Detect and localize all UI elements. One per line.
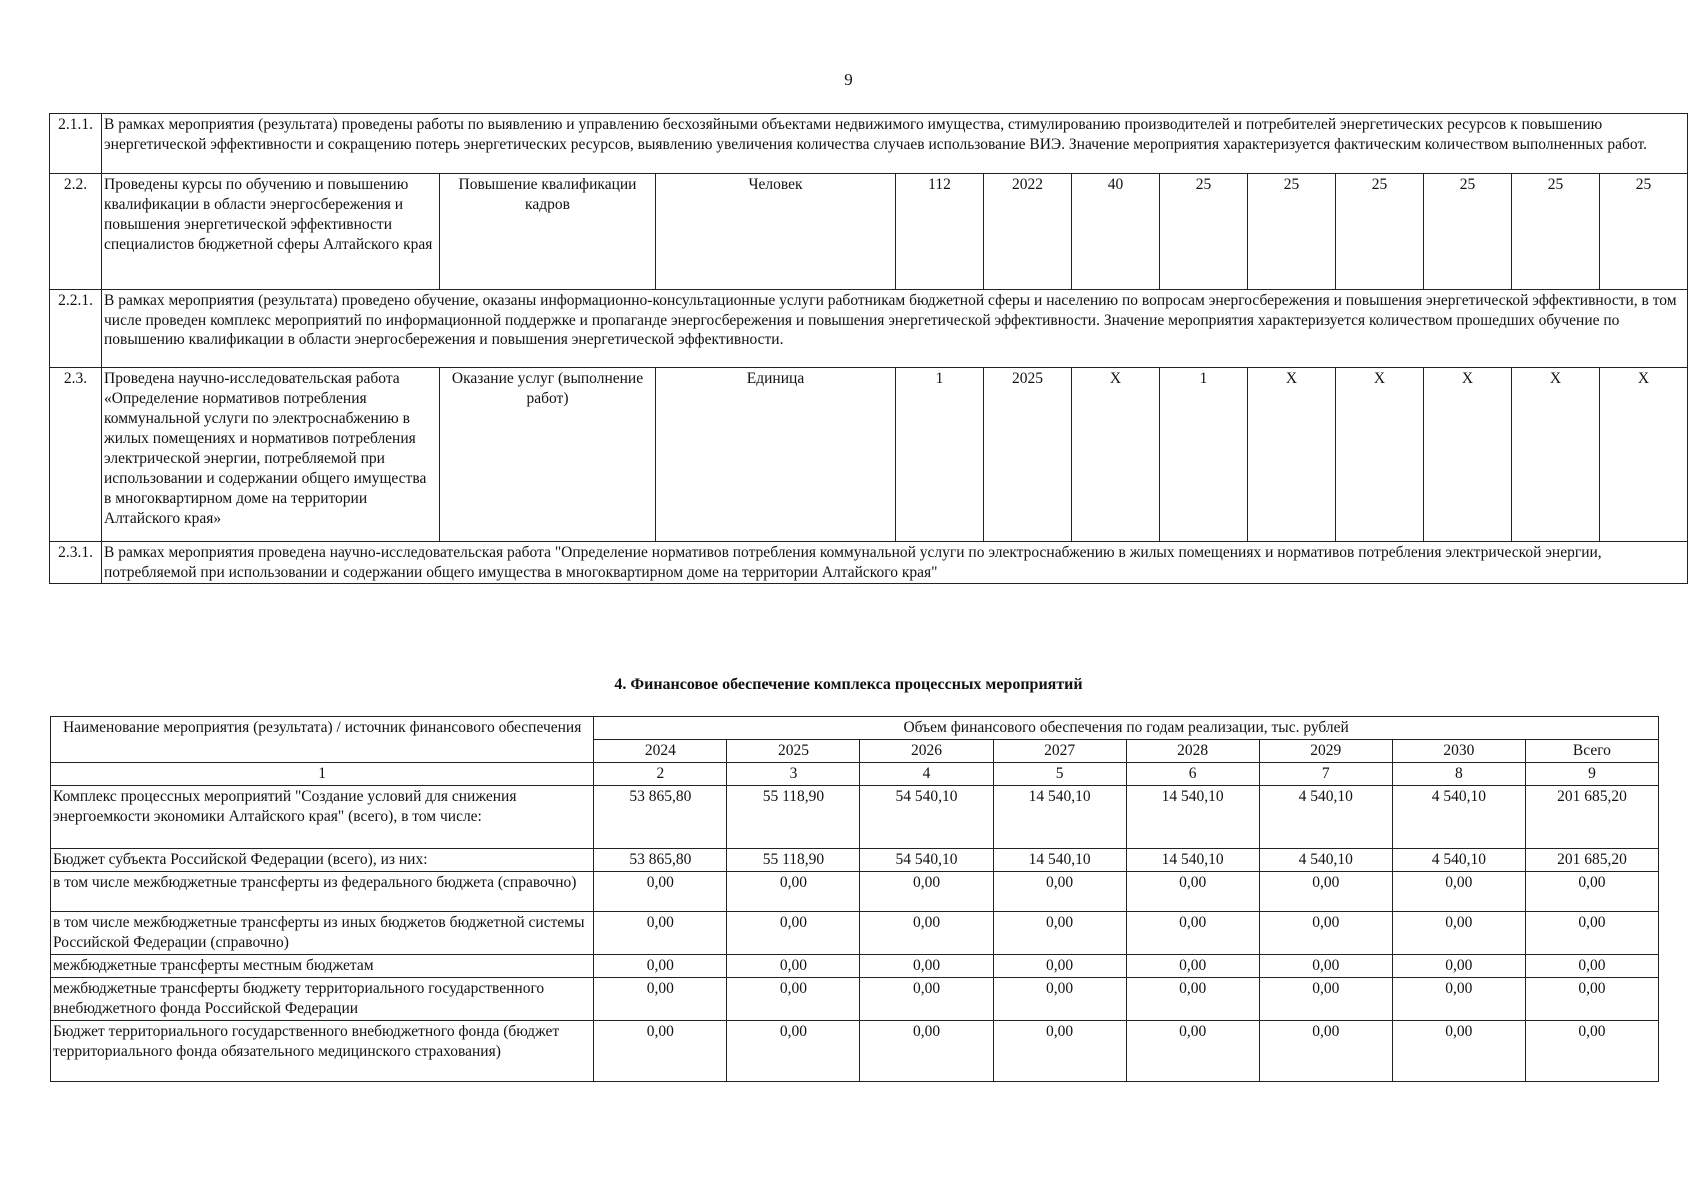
finance-source-name: Комплекс процессных мероприятий "Создание условий для снижения энергоемкости экономики Алтайского края" (всего), в том числе: <box>51 786 594 849</box>
finance-value: 4 540,10 <box>1392 786 1525 849</box>
result-kind: Повышение квалификации кадров <box>440 174 656 290</box>
year-value: X <box>1336 368 1424 542</box>
finance-value: 0,00 <box>727 1021 860 1082</box>
year-value: 25 <box>1424 174 1512 290</box>
finance-row <box>51 872 1659 912</box>
finance-value: 0,00 <box>594 872 727 912</box>
result-row <box>50 368 1688 542</box>
year-value: X <box>1248 368 1336 542</box>
page-number: 9 <box>844 70 853 89</box>
finance-value: 0,00 <box>860 872 993 912</box>
result-name: Проведена научно-исследовательская работа «Определение нормативов потребления коммунальной услуги по электроснабжению в жилых помещениях и нормативов потребления электрической энергии, потребляемой при использовании и содержании общего имущества в многоквартирном доме на территории Алтайского края» <box>102 368 440 542</box>
finance-value: 54 540,10 <box>860 849 993 872</box>
row-number: 2.3. <box>50 368 102 542</box>
finance-row <box>51 912 1659 955</box>
finance-value: 0,00 <box>1126 872 1259 912</box>
row-description: В рамках мероприятия (результата) проведено обучение, оказаны информационно-консультационные услуги работникам бюджетной сферы и населению по вопросам энергосбережения и повышения энергетической эффективности, в том числе проведен комплекс мероприятий по информационной поддержке и пропаганде энергосбережения и повышения энергетической эффективности. Значение мероприятия характеризуется количеством прошедших обучение по повышению квалификации в области энергосбережения и повышения энергетической эффективности. <box>102 290 1688 368</box>
year-header: 2028 <box>1126 740 1259 763</box>
finance-value: 0,00 <box>993 955 1126 978</box>
year-header: 2025 <box>727 740 860 763</box>
finance-value: 4 540,10 <box>1259 849 1392 872</box>
finance-value: 54 540,10 <box>860 786 993 849</box>
finance-row <box>51 955 1659 978</box>
finance-row <box>51 786 1659 849</box>
year-value: 40 <box>1072 174 1160 290</box>
year-header: 2026 <box>860 740 993 763</box>
description-row <box>50 290 1688 368</box>
finance-value: 0,00 <box>1126 955 1259 978</box>
finance-value: 0,00 <box>1259 955 1392 978</box>
base-year: 2022 <box>984 174 1072 290</box>
finance-source-name: Бюджет территориального государственного внебюджетного фонда (бюджет территориального фонда обязательного медицинского страхования) <box>51 1021 594 1082</box>
finance-value: 14 540,10 <box>1126 849 1259 872</box>
finance-value: 0,00 <box>993 912 1126 955</box>
row-number: 2.2.1. <box>50 290 102 368</box>
unit: Человек <box>656 174 896 290</box>
finance-value: 0,00 <box>1525 955 1658 978</box>
finance-value: 0,00 <box>1392 872 1525 912</box>
finance-value: 14 540,10 <box>993 849 1126 872</box>
column-number: 6 <box>1126 763 1259 786</box>
finance-value: 0,00 <box>993 978 1126 1021</box>
finance-value: 55 118,90 <box>727 786 860 849</box>
description-row <box>50 114 1688 174</box>
finance-row <box>51 849 1659 872</box>
finance-value: 0,00 <box>1525 872 1658 912</box>
column-number: 5 <box>993 763 1126 786</box>
finance-value: 0,00 <box>1259 872 1392 912</box>
base-value: 1 <box>896 368 984 542</box>
finance-row <box>51 978 1659 1021</box>
finance-value: 0,00 <box>860 912 993 955</box>
result-name: Проведены курсы по обучению и повышению квалификации в области энергосбережения и повышения энергетической эффективности специалистов бюджетной сферы Алтайского края <box>102 174 440 290</box>
column-number: 3 <box>727 763 860 786</box>
finance-value: 14 540,10 <box>1126 786 1259 849</box>
finance-value: 0,00 <box>594 978 727 1021</box>
finance-value: 0,00 <box>1259 1021 1392 1082</box>
finance-value: 0,00 <box>727 978 860 1021</box>
finance-value: 0,00 <box>860 1021 993 1082</box>
finance-source-name: межбюджетные трансферты бюджету территориального государственного внебюджетного фонда Российской Федерации <box>51 978 594 1021</box>
year-header: Всего <box>1525 740 1658 763</box>
year-value: X <box>1600 368 1688 542</box>
header-name-cell: Наименование мероприятия (результата) / источник финансового обеспечения <box>51 717 594 763</box>
description-row <box>50 542 1688 584</box>
finance-value: 0,00 <box>993 872 1126 912</box>
finance-value: 0,00 <box>594 955 727 978</box>
year-header: 2030 <box>1392 740 1525 763</box>
year-value: X <box>1424 368 1512 542</box>
finance-value: 0,00 <box>727 872 860 912</box>
unit: Единица <box>656 368 896 542</box>
row-description: В рамках мероприятия проведена научно-исследовательская работа "Определение нормативов потребления коммунальной услуги по электроснабжению в жилых помещениях и нормативов потребления электрической энергии, потребляемой при использовании и содержании общего имущества в многоквартирном доме на территории Алтайского края" <box>102 542 1688 584</box>
year-value: 25 <box>1512 174 1600 290</box>
finance-source-name: в том числе межбюджетные трансферты из федерального бюджета (справочно) <box>51 872 594 912</box>
finance-value: 14 540,10 <box>993 786 1126 849</box>
finance-value: 0,00 <box>1392 978 1525 1021</box>
finance-value: 201 685,20 <box>1525 849 1658 872</box>
result-kind: Оказание услуг (выполнение работ) <box>440 368 656 542</box>
header-row <box>51 717 1659 740</box>
finance-value: 0,00 <box>727 912 860 955</box>
row-number: 2.1.1. <box>50 114 102 174</box>
column-number: 1 <box>51 763 594 786</box>
finance-value: 0,00 <box>1126 1021 1259 1082</box>
finance-value: 0,00 <box>1525 978 1658 1021</box>
header-volume-cell: Объем финансового обеспечения по годам реализации, тыс. рублей <box>594 717 1659 740</box>
finance-value: 201 685,20 <box>1525 786 1658 849</box>
finance-value: 0,00 <box>1392 955 1525 978</box>
column-number: 4 <box>860 763 993 786</box>
year-header: 2027 <box>993 740 1126 763</box>
finance-value: 53 865,80 <box>594 786 727 849</box>
base-value: 112 <box>896 174 984 290</box>
finance-value: 0,00 <box>727 955 860 978</box>
row-description: В рамках мероприятия (результата) проведены работы по выявлению и управлению бесхозяйными объектами недвижимого имущества, стимулированию производителей и потребителей энергетических ресурсов к повышению энергетической эффективности и сокращению потерь энергетических ресурсов, выявлению увеличения количества случаев использование ВИЭ. Значение мероприятия характеризуется фактическим количеством выполненных работ. <box>102 114 1688 174</box>
year-header: 2024 <box>594 740 727 763</box>
base-year: 2025 <box>984 368 1072 542</box>
row-number: 2.2. <box>50 174 102 290</box>
finance-value: 0,00 <box>1126 912 1259 955</box>
finance-value: 53 865,80 <box>594 849 727 872</box>
year-value: 25 <box>1248 174 1336 290</box>
finance-value: 0,00 <box>1259 912 1392 955</box>
column-number: 8 <box>1392 763 1525 786</box>
year-header: 2029 <box>1259 740 1392 763</box>
column-number: 7 <box>1259 763 1392 786</box>
year-value: 25 <box>1336 174 1424 290</box>
finance-value: 55 118,90 <box>727 849 860 872</box>
column-number: 2 <box>594 763 727 786</box>
finance-row <box>51 1021 1659 1082</box>
year-value: 25 <box>1160 174 1248 290</box>
finance-value: 0,00 <box>1525 912 1658 955</box>
result-row <box>50 174 1688 290</box>
finance-value: 0,00 <box>1126 978 1259 1021</box>
year-value: 1 <box>1160 368 1248 542</box>
finance-value: 0,00 <box>1525 1021 1658 1082</box>
row-number: 2.3.1. <box>50 542 102 584</box>
year-value: 25 <box>1600 174 1688 290</box>
year-value: X <box>1512 368 1600 542</box>
results-table <box>49 113 1688 584</box>
finance-value: 0,00 <box>1259 978 1392 1021</box>
finance-value: 0,00 <box>993 1021 1126 1082</box>
section-title: 4. Финансовое обеспечение комплекса процессных мероприятий <box>614 676 1083 693</box>
finance-value: 4 540,10 <box>1392 849 1525 872</box>
finance-value: 0,00 <box>1392 912 1525 955</box>
finance-source-name: Бюджет субъекта Российской Федерации (всего), из них: <box>51 849 594 872</box>
year-value: X <box>1072 368 1160 542</box>
column-number: 9 <box>1525 763 1658 786</box>
finance-value: 0,00 <box>594 912 727 955</box>
finance-value: 4 540,10 <box>1259 786 1392 849</box>
finance-value: 0,00 <box>860 955 993 978</box>
finance-value: 0,00 <box>860 978 993 1021</box>
finance-source-name: в том числе межбюджетные трансферты из иных бюджетов бюджетной системы Российской Федерации (справочно) <box>51 912 594 955</box>
finance-table <box>50 716 1659 1082</box>
finance-value: 0,00 <box>1392 1021 1525 1082</box>
finance-source-name: межбюджетные трансферты местным бюджетам <box>51 955 594 978</box>
column-numbers-row <box>51 763 1659 786</box>
finance-value: 0,00 <box>594 1021 727 1082</box>
